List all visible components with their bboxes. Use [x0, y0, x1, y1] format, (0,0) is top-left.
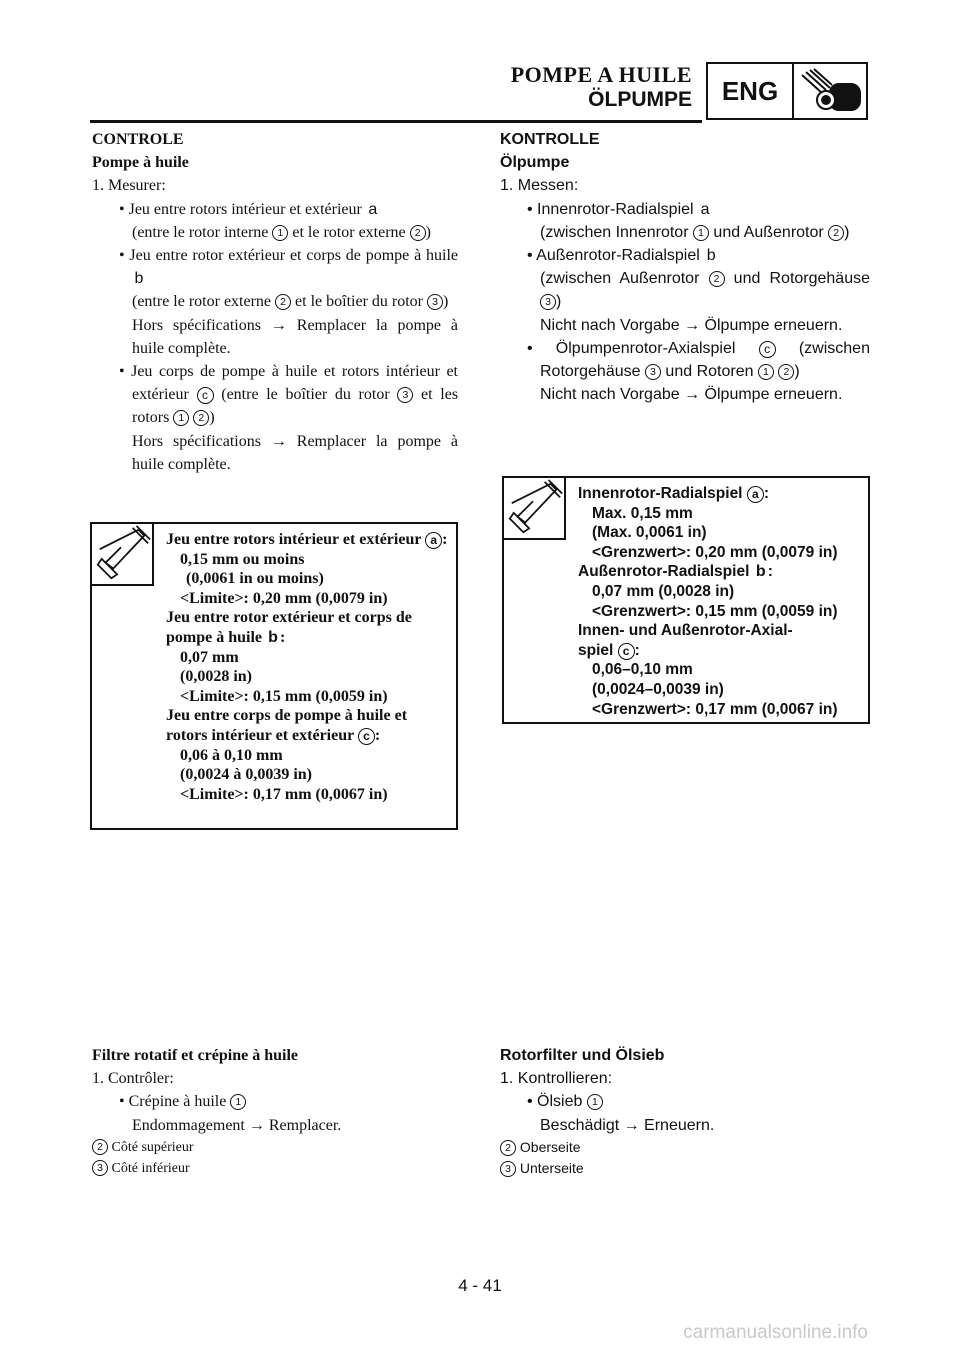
callout-a: a: [747, 486, 764, 503]
list-item: • Ölpumpenrotor-Axialspiel c (zwischen Rotorgehäuse 3 und Rotoren 1 2 ): [527, 339, 870, 381]
callout-c: c: [358, 728, 375, 745]
callout-2: 2: [500, 1140, 516, 1156]
spec-box-de: [502, 476, 870, 724]
callout-1: 1: [693, 225, 709, 241]
note: 3 Unterseite: [500, 1158, 870, 1179]
callout-2: 2: [709, 271, 725, 287]
watermark: carmanualsonline.info: [683, 1322, 868, 1343]
callout-2: 2: [92, 1139, 108, 1155]
callout-b: b: [706, 247, 716, 265]
callout-3: 3: [645, 364, 661, 380]
page-title-fr: POMPE A HUILE: [510, 62, 692, 87]
spec-text: [578, 484, 862, 719]
step: 1. Contrôler:: [92, 1070, 174, 1088]
callout-a: a: [368, 200, 378, 218]
callout-3: 3: [500, 1161, 516, 1177]
spec-title: Jeu entre corps de pompe à huile et rotors intérieur et extérieur c :: [166, 707, 408, 744]
spec-limit: <Grenzwert>: 0,20 mm (0,0079 in): [592, 543, 838, 561]
spec-value: 0,07 mm (0,0028 in): [592, 582, 735, 600]
engine-wrench-icon: [796, 66, 866, 118]
spec-title: Innenrotor-Radialspiel a :: [578, 485, 769, 502]
caliper-icon: [92, 524, 154, 586]
list-item: • Jeu corps de pompe à huile et rotors intérieur et extérieur c (entre le boîtier du rotor 3 et les rotors 1 2 ): [119, 363, 459, 427]
spec-value: 0,06 à 0,10 mm: [180, 746, 283, 764]
spec-title: Außenrotor-Radialspiel b :: [578, 563, 773, 581]
callout-3: 3: [540, 294, 556, 310]
french-filter-section: [92, 1044, 458, 1179]
spec-value: 0,07 mm: [180, 648, 239, 666]
callout-1: 1: [230, 1094, 246, 1110]
list-item-detail: Nicht nach Vorgabe → Ölpumpe erneuern.: [540, 316, 843, 334]
list-item-detail: Beschädigt → Erneuern.: [540, 1116, 715, 1134]
callout-c: c: [759, 341, 776, 358]
header-rule: [90, 120, 702, 123]
caliper-icon: [504, 478, 566, 540]
spec-value: (0,0024 à 0,0039 in): [180, 766, 312, 784]
section-badge: [706, 62, 868, 120]
spec-title: Jeu entre rotors intérieur et extérieur a :: [166, 531, 448, 548]
callout-b: b: [268, 628, 278, 646]
subsection-heading: Pompe à huile: [92, 154, 189, 172]
spec-title: Innen- und Außenrotor-Axial-: [578, 622, 793, 640]
subsection-heading: Ölpumpe: [500, 154, 570, 172]
spec-title: spiel c :: [578, 641, 640, 659]
page-title-de: ÖLPUMPE: [588, 88, 692, 111]
spec-text: [166, 530, 450, 804]
list-item-detail: Endommagement → Remplacer.: [132, 1116, 342, 1134]
note: 2 Côté supérieur: [92, 1137, 458, 1158]
callout-3: 3: [397, 387, 413, 403]
callout-3: 3: [92, 1160, 108, 1176]
spec-value: (0,0028 in): [180, 668, 252, 686]
list-item: • Jeu entre rotor extérieur et corps de pompe à huile b: [119, 247, 458, 288]
eng-label: ENG: [708, 64, 794, 118]
step: 1. Kontrollieren:: [500, 1070, 613, 1088]
list-item-detail: Nicht nach Vorgabe → Ölpumpe erneuern.: [540, 386, 843, 404]
section-heading: CONTROLE: [92, 131, 184, 148]
note: 3 Côté inférieur: [92, 1158, 458, 1179]
callout-b: b: [755, 563, 766, 581]
callout-2: 2: [828, 225, 844, 241]
german-filter-section: [500, 1044, 870, 1179]
spec-value: 0,06–0,10 mm: [592, 661, 693, 679]
list-item: • Ölsieb 1: [500, 1090, 870, 1113]
callout-1: 1: [272, 225, 288, 241]
subsection-heading: Filtre rotatif et crépine à huile: [92, 1047, 299, 1064]
callout-2: 2: [193, 410, 209, 426]
spec-value: 0,15 mm ou moins: [180, 550, 305, 568]
list-item-detail: Hors spécifications → Remplacer la pompe à huile complète.: [132, 316, 458, 357]
callout-2: 2: [275, 294, 291, 310]
spec-title: Jeu entre rotor extérieur et corps de pompe à huile b :: [166, 609, 412, 646]
spec-limit: <Limite>: 0,15 mm (0,0059 in): [180, 687, 388, 705]
callout-c: c: [197, 387, 214, 404]
callout-2: 2: [778, 364, 794, 380]
step: 1. Mesurer:: [92, 177, 166, 195]
callout-1: 1: [587, 1094, 603, 1110]
spec-limit: <Limite>: 0,17 mm (0,0067 in): [180, 785, 388, 803]
list-item: • Crépine à huile 1: [92, 1090, 458, 1113]
callout-a: a: [425, 532, 442, 549]
spec-value: (0,0061 in ou moins): [186, 570, 324, 588]
callout-a: a: [700, 200, 710, 218]
list-item-detail: (entre le rotor externe 2 et le boîtier du rotor 3 ): [132, 293, 449, 311]
callout-3: 3: [427, 294, 443, 310]
french-column: [92, 128, 458, 476]
spec-box-fr: [90, 522, 458, 830]
list-item: • Außenrotor-Radialspiel b: [500, 244, 870, 267]
list-item-detail: (entre le rotor interne 1 et le rotor externe 2 ): [132, 223, 431, 241]
callout-2: 2: [410, 225, 426, 241]
step: 1. Messen:: [500, 177, 579, 195]
section-heading: KONTROLLE: [500, 131, 600, 148]
list-item: • Jeu entre rotors intérieur et extérieur a: [92, 198, 458, 221]
spec-value: (0,0024–0,0039 in): [592, 680, 724, 698]
german-column: [500, 128, 870, 406]
spec-limit: <Grenzwert>: 0,17 mm (0,0067 in): [592, 700, 838, 718]
callout-1: 1: [173, 410, 189, 426]
note: 2 Oberseite: [500, 1137, 870, 1158]
subsection-heading: Rotorfilter und Ölsieb: [500, 1047, 665, 1064]
spec-value: (Max. 0,0061 in): [592, 524, 707, 542]
spec-limit: <Limite>: 0,20 mm (0,0079 in): [180, 589, 388, 607]
callout-1: 1: [758, 364, 774, 380]
callout-c: c: [618, 643, 635, 660]
page-number: 4 - 41: [458, 1276, 502, 1295]
list-item-detail: Hors spécifications → Remplacer la pompe à huile complète.: [132, 432, 458, 473]
list-item-detail: (zwischen Außenrotor 2 und Rotorgehäuse 3 ): [540, 270, 871, 311]
list-item-detail: (zwischen Innenrotor 1 und Außenrotor 2 ): [540, 223, 850, 241]
callout-b: b: [134, 270, 144, 288]
spec-value: Max. 0,15 mm: [592, 504, 693, 522]
spec-limit: <Grenzwert>: 0,15 mm (0,0059 in): [592, 602, 838, 620]
list-item: • Innenrotor-Radialspiel a: [500, 198, 870, 221]
